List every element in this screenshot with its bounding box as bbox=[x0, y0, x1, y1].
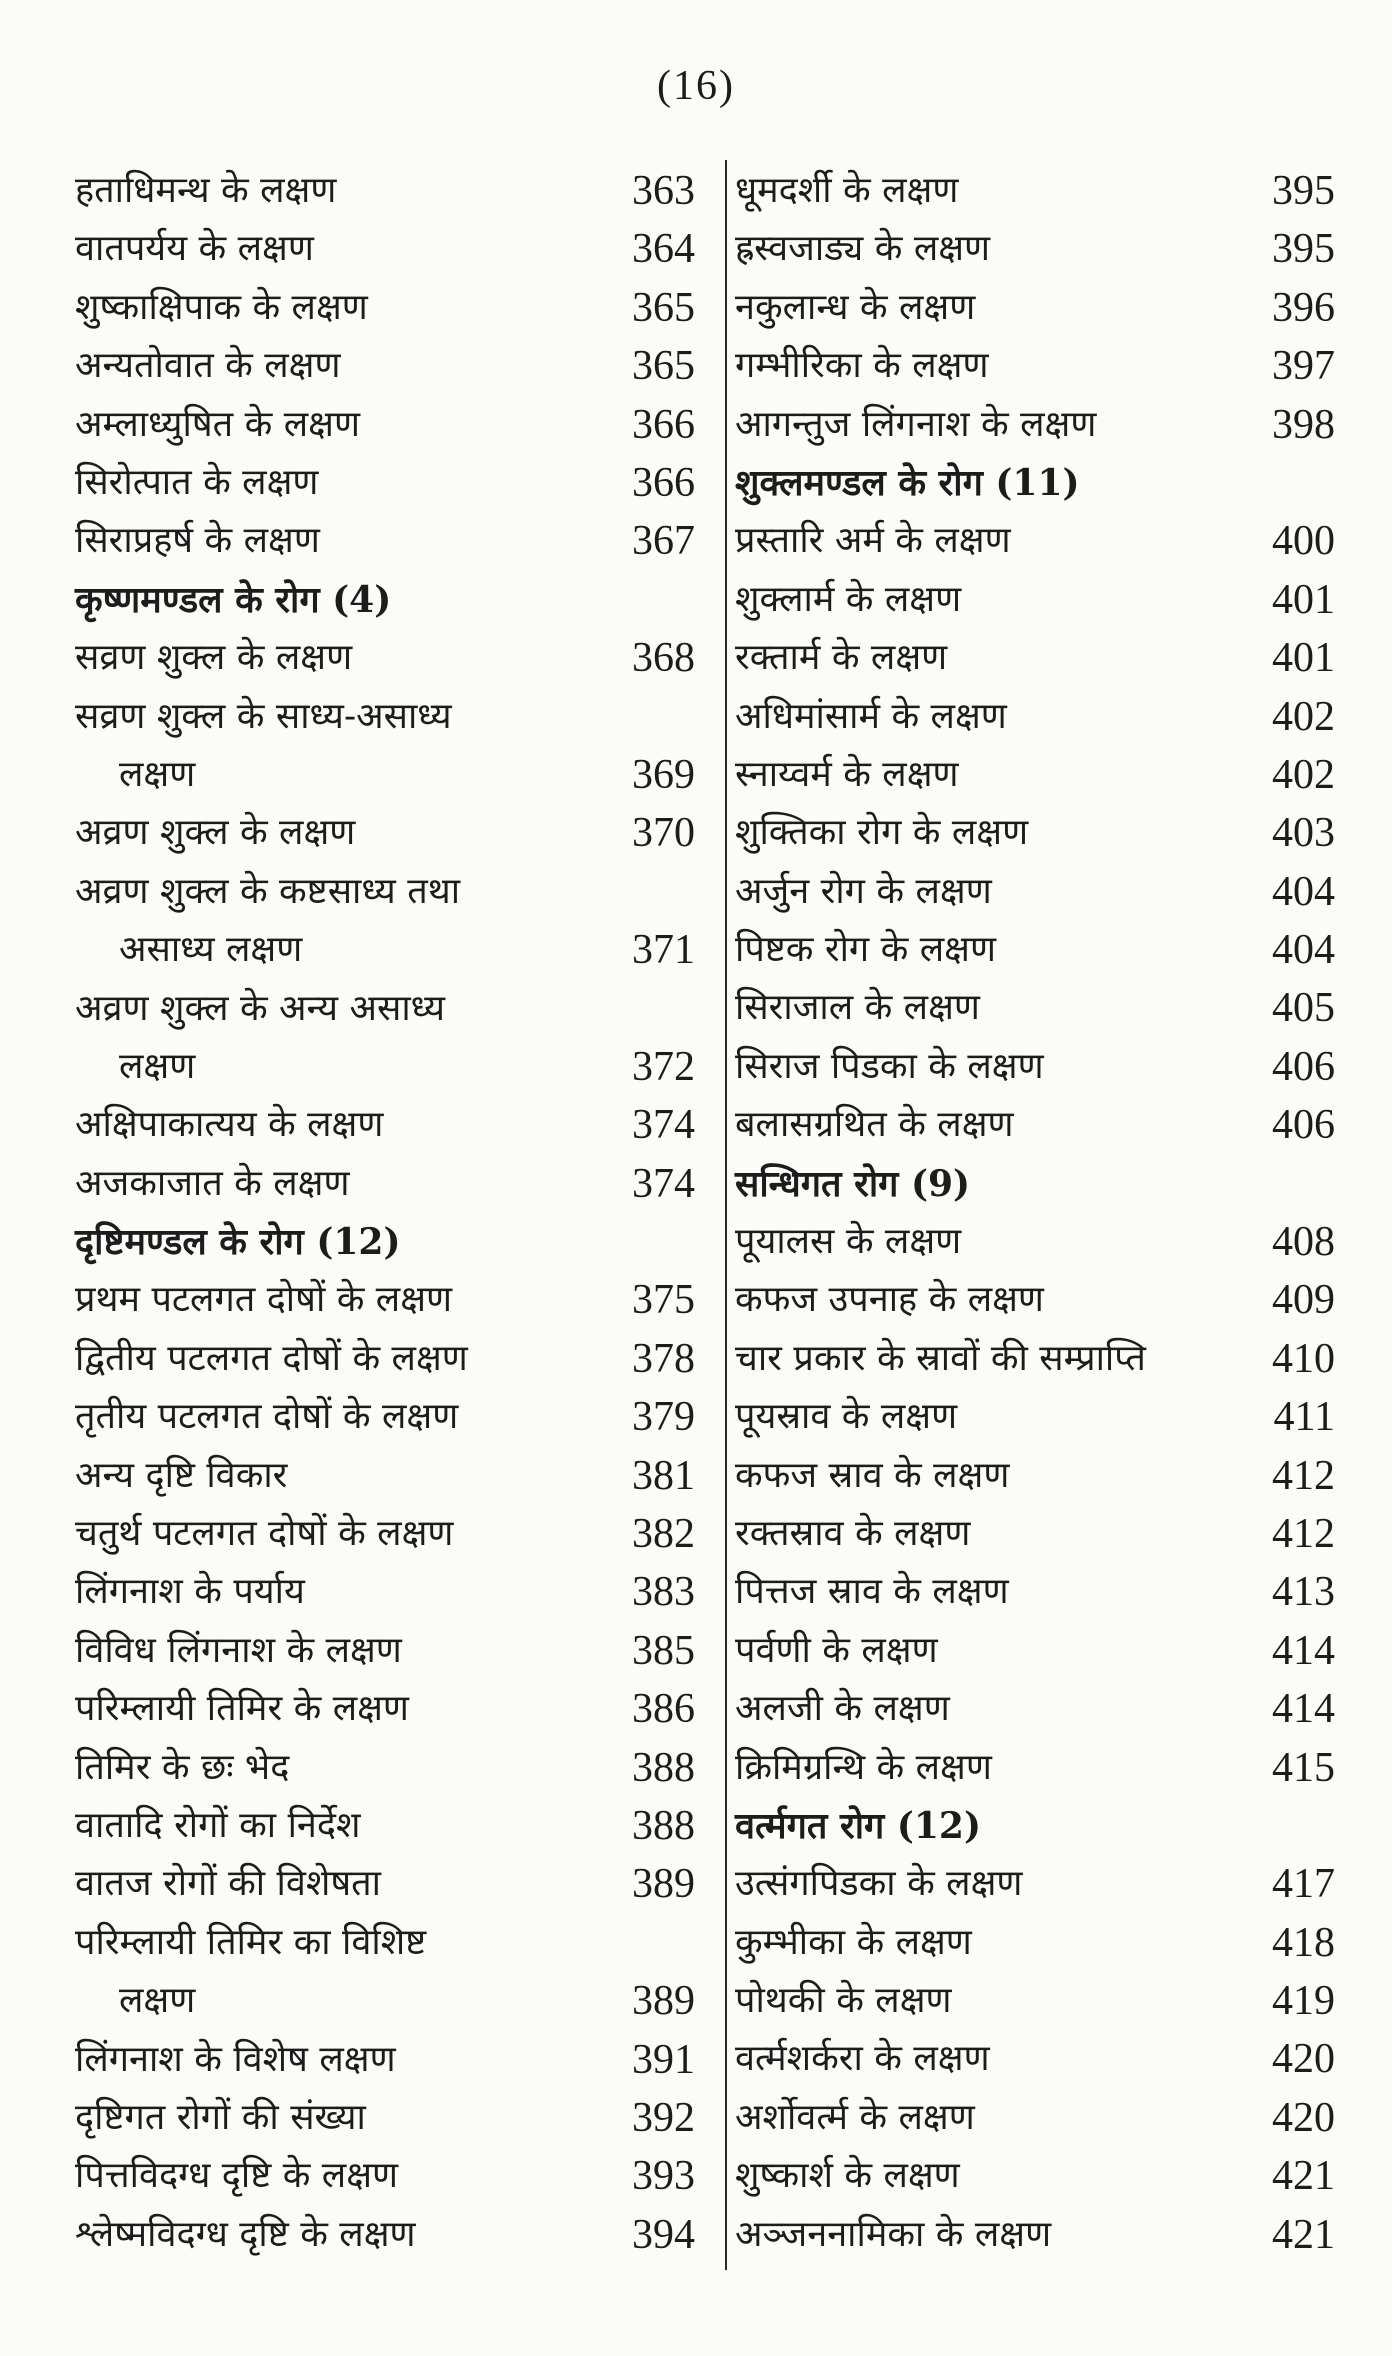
toc-entry bbox=[75, 2089, 695, 2147]
toc-entry-title: रक्तार्म के लक्षण bbox=[735, 637, 948, 679]
toc-entry-page-number: 371 bbox=[632, 927, 695, 974]
toc-entry bbox=[735, 1213, 1335, 1271]
toc-entry-page-number: 366 bbox=[632, 459, 695, 506]
toc-entry bbox=[735, 2031, 1335, 2089]
toc-entry-page-number: 402 bbox=[1272, 751, 1335, 798]
toc-entry-page-number: 386 bbox=[632, 1686, 695, 1733]
toc-entry-page-number: 389 bbox=[632, 1978, 695, 2025]
toc-entry-title: उत्संगपिडका के लक्षण bbox=[735, 1863, 1023, 1905]
toc-entry-title: चार प्रकार के स्रावों की सम्प्राप्ति bbox=[735, 1337, 1146, 1379]
toc-entry bbox=[735, 1563, 1335, 1621]
toc-entry-title-continuation: लक्षण bbox=[119, 1045, 196, 1087]
toc-entry-title bbox=[75, 688, 452, 805]
toc-entry-page-number: 389 bbox=[632, 1861, 695, 1908]
toc-column-right bbox=[735, 162, 1335, 2264]
toc-entry bbox=[735, 1271, 1335, 1329]
toc-entry bbox=[75, 220, 695, 278]
toc-entry bbox=[735, 571, 1335, 629]
toc-entry-title: गम्भीरिका के लक्षण bbox=[735, 345, 989, 387]
toc-entry-page-number: 402 bbox=[1272, 693, 1335, 740]
toc-entry bbox=[735, 337, 1335, 395]
toc-entry-title: प्रस्तारि अर्म के लक्षण bbox=[735, 520, 1011, 562]
toc-entry-page-number: 367 bbox=[632, 518, 695, 565]
toc-entry-title: पित्तविदग्ध दृष्टि के लक्षण bbox=[75, 2155, 399, 2197]
toc-entry-page-number: 385 bbox=[632, 1627, 695, 1674]
toc-entry-page-number: 382 bbox=[632, 1511, 695, 1558]
toc-entry bbox=[75, 1622, 695, 1680]
toc-entry-page-number: 400 bbox=[1272, 518, 1335, 565]
toc-entry-page-number: 412 bbox=[1272, 1452, 1335, 1499]
toc-entry-title: धूमदर्शी के लक्षण bbox=[735, 169, 959, 211]
toc-entry-title: कुम्भीका के लक्षण bbox=[735, 1921, 972, 1963]
toc-entry bbox=[75, 1680, 695, 1738]
toc-entry-title bbox=[75, 980, 445, 1097]
toc-entry bbox=[735, 1855, 1335, 1913]
toc-entry-page-number: 411 bbox=[1273, 1394, 1335, 1441]
section-heading: वर्त्मगत रोग (12) bbox=[735, 1804, 981, 1847]
toc-entry-page-number: 398 bbox=[1272, 401, 1335, 448]
toc-entry bbox=[75, 1505, 695, 1563]
toc-entry bbox=[75, 688, 695, 805]
toc-entry-title: अन्यतोवात के लक्षण bbox=[75, 345, 341, 387]
toc-entry bbox=[735, 804, 1335, 862]
toc-entry-title: सिराज पिडका के लक्षण bbox=[735, 1045, 1044, 1087]
toc-entry bbox=[75, 629, 695, 687]
toc-entry bbox=[735, 1038, 1335, 1096]
toc-entry bbox=[75, 337, 695, 395]
toc-entry-page-number: 421 bbox=[1272, 2211, 1335, 2258]
toc-entry-title: अञ्जननामिका के लक्षण bbox=[735, 2213, 1052, 2255]
toc-entry bbox=[75, 1330, 695, 1388]
section-heading: सन्धिगत रोग (9) bbox=[735, 1162, 971, 1205]
toc-entry bbox=[735, 1330, 1335, 1388]
toc-entry bbox=[735, 1096, 1335, 1154]
toc-entry-title: सिरोत्पात के लक्षण bbox=[75, 461, 319, 503]
toc-entry-title: शुक्तिका रोग के लक्षण bbox=[735, 812, 1029, 854]
toc-entry bbox=[735, 1680, 1335, 1738]
toc-entry-page-number: 374 bbox=[632, 1160, 695, 1207]
toc-entry-page-number: 394 bbox=[632, 2211, 695, 2258]
toc-entry-page-number: 401 bbox=[1272, 576, 1335, 623]
toc-entry-title: तिमिर के छः भेद bbox=[75, 1746, 290, 1788]
toc-entry-title: सिराजाल के लक्षण bbox=[735, 987, 980, 1029]
toc-entry-title: पिष्टक रोग के लक्षण bbox=[735, 929, 996, 971]
toc-entry-title: अक्षिपाकात्यय के लक्षण bbox=[75, 1104, 384, 1146]
toc-entry bbox=[735, 1622, 1335, 1680]
toc-entry bbox=[75, 804, 695, 862]
toc-entry-title: वातज रोगों की विशेषता bbox=[75, 1863, 381, 1905]
toc-entry-title: पूयालस के लक्षण bbox=[735, 1221, 962, 1263]
toc-entry bbox=[75, 1914, 695, 2031]
toc-entry bbox=[735, 979, 1335, 1037]
toc-entry-title bbox=[75, 1914, 426, 2031]
toc-entry-title: ह्रस्वजाड्य के लक्षण bbox=[735, 228, 991, 270]
toc-entry-page-number: 365 bbox=[632, 284, 695, 331]
toc-entry-page-number: 388 bbox=[632, 1744, 695, 1791]
toc-entry-title: सव्रण शुक्ल के लक्षण bbox=[75, 637, 353, 679]
toc-entry bbox=[75, 863, 695, 980]
toc-entry-title-line: अव्रण शुक्ल के कष्टसाध्य तथा bbox=[75, 870, 461, 912]
toc-entry-title: अर्शोवर्त्म के लक्षण bbox=[735, 2096, 975, 2138]
toc-entry bbox=[75, 1563, 695, 1621]
toc-entry bbox=[735, 1739, 1335, 1797]
toc-entry-title: हताधिमन्थ के लक्षण bbox=[75, 169, 337, 211]
toc-entry-page-number: 420 bbox=[1272, 2094, 1335, 2141]
toc-entry-title: नकुलान्ध के लक्षण bbox=[735, 286, 976, 328]
toc-entry-title: पूयस्राव के लक्षण bbox=[735, 1396, 958, 1438]
toc-entry-page-number: 365 bbox=[632, 343, 695, 390]
toc-entry-title: पोथकी के लक्षण bbox=[735, 1980, 952, 2022]
toc-entry-title: लिंगनाश के पर्याय bbox=[75, 1571, 305, 1613]
toc-entry-title: अम्लाध्युषित के लक्षण bbox=[75, 403, 360, 445]
toc-entry bbox=[735, 1914, 1335, 1972]
section-heading: शुक्लमण्डल के रोग (11) bbox=[735, 461, 1080, 504]
toc-entry bbox=[75, 279, 695, 337]
toc-entry-page-number: 419 bbox=[1272, 1978, 1335, 2025]
toc-entry-title: द्वितीय पटलगत दोषों के लक्षण bbox=[75, 1337, 468, 1379]
toc-entry bbox=[75, 512, 695, 570]
toc-entry-title: अन्य दृष्टि विकार bbox=[75, 1454, 288, 1496]
toc-entry-page-number: 414 bbox=[1272, 1686, 1335, 1733]
toc-entry-page-number: 410 bbox=[1272, 1335, 1335, 1382]
toc-entry-title: दृष्टिगत रोगों की संख्या bbox=[75, 2096, 366, 2138]
toc-entry bbox=[75, 1797, 695, 1855]
toc-entry-page-number: 408 bbox=[1272, 1219, 1335, 1266]
toc-entry-title-line: अव्रण शुक्ल के अन्य असाध्य bbox=[75, 987, 446, 1029]
toc-entry bbox=[735, 1972, 1335, 2030]
toc-entry bbox=[75, 1096, 695, 1154]
toc-entry bbox=[735, 921, 1335, 979]
toc-entry-page-number: 395 bbox=[1272, 226, 1335, 273]
toc-entry-page-number: 405 bbox=[1272, 985, 1335, 1032]
toc-entry bbox=[735, 629, 1335, 687]
toc-entry-page-number: 395 bbox=[1272, 167, 1335, 214]
toc-entry bbox=[735, 512, 1335, 570]
toc-entry bbox=[75, 162, 695, 220]
toc-entry-page-number: 388 bbox=[632, 1802, 695, 1849]
toc-entry-title: शुष्काक्षिपाक के लक्षण bbox=[75, 286, 368, 328]
toc-entry-page-number: 375 bbox=[632, 1277, 695, 1324]
toc-entry-page-number: 397 bbox=[1272, 343, 1335, 390]
toc-entry bbox=[75, 1155, 695, 1213]
toc-entry bbox=[75, 1739, 695, 1797]
section-heading: कृष्णमण्डल के रोग (4) bbox=[75, 578, 392, 621]
toc-entry-title: अधिमांसार्म के लक्षण bbox=[735, 695, 1007, 737]
toc-entry-page-number: 374 bbox=[632, 1102, 695, 1149]
toc-entry bbox=[735, 1447, 1335, 1505]
toc-entry bbox=[735, 2147, 1335, 2205]
toc-entry-title: कफज स्राव के लक्षण bbox=[735, 1454, 1010, 1496]
toc-entry bbox=[75, 980, 695, 1097]
toc-entry-title: बलासग्रथित के लक्षण bbox=[735, 1104, 1014, 1146]
toc-entry-page-number: 404 bbox=[1272, 868, 1335, 915]
toc-entry-title: प्रथम पटलगत दोषों के लक्षण bbox=[75, 1279, 453, 1321]
toc-entry-title: क्रिमिग्रन्थि के लक्षण bbox=[735, 1746, 992, 1788]
toc-entry-page-number: 396 bbox=[1272, 284, 1335, 331]
toc-entry-title: वर्त्मशर्करा के लक्षण bbox=[735, 2038, 990, 2080]
toc-entry-title: वातादि रोगों का निर्देश bbox=[75, 1804, 361, 1846]
toc-entry-title: चतुर्थ पटलगत दोषों के लक्षण bbox=[75, 1513, 454, 1555]
toc-entry bbox=[735, 2089, 1335, 2147]
toc-entry-title: श्लेष्मविदग्ध दृष्टि के लक्षण bbox=[75, 2213, 416, 2255]
toc-entry-page-number: 413 bbox=[1272, 1569, 1335, 1616]
toc-entry-title bbox=[75, 863, 460, 980]
toc-entry-page-number: 401 bbox=[1272, 635, 1335, 682]
toc-entry-page-number: 406 bbox=[1272, 1043, 1335, 1090]
toc-entry-title-continuation: असाध्य लक्षण bbox=[119, 929, 303, 971]
toc-entry-page-number: 391 bbox=[632, 2036, 695, 2083]
toc-entry-page-number: 393 bbox=[632, 2153, 695, 2200]
toc-entry bbox=[735, 1505, 1335, 1563]
toc-column-left bbox=[75, 162, 695, 2264]
column-divider bbox=[725, 160, 727, 2270]
toc-entry-title: परिम्लायी तिमिर के लक्षण bbox=[75, 1688, 409, 1730]
toc-entry bbox=[735, 396, 1335, 454]
toc-entry-page-number: 368 bbox=[632, 635, 695, 682]
toc-entry-page-number: 404 bbox=[1272, 927, 1335, 974]
toc-entry-title: वातपर्यय के लक्षण bbox=[75, 228, 314, 270]
toc-entry bbox=[735, 2206, 1335, 2264]
toc-entry bbox=[735, 1388, 1335, 1446]
toc-entry bbox=[735, 220, 1335, 278]
toc-entry bbox=[75, 2031, 695, 2089]
toc-entry-page-number: 379 bbox=[632, 1394, 695, 1441]
toc-entry bbox=[75, 1855, 695, 1913]
toc-entry-page-number: 366 bbox=[632, 401, 695, 448]
toc-entry-page-number: 403 bbox=[1272, 810, 1335, 857]
toc-entry-title-continuation: लक्षण bbox=[119, 753, 196, 795]
toc-entry bbox=[75, 1271, 695, 1329]
toc-entry bbox=[735, 688, 1335, 746]
toc-entry bbox=[735, 279, 1335, 337]
toc-entry-page-number: 392 bbox=[632, 2094, 695, 2141]
toc-entry-page-number: 369 bbox=[632, 751, 695, 798]
toc-entry-page-number: 406 bbox=[1272, 1102, 1335, 1149]
toc-entry-page-number: 420 bbox=[1272, 2036, 1335, 2083]
toc-entry-page-number: 364 bbox=[632, 226, 695, 273]
toc-entry-title: तृतीय पटलगत दोषों के लक्षण bbox=[75, 1396, 459, 1438]
toc-entry bbox=[735, 863, 1335, 921]
toc-entry-page-number: 417 bbox=[1272, 1861, 1335, 1908]
toc-entry-title: अजकाजात के लक्षण bbox=[75, 1162, 350, 1204]
toc-entry-page-number: 421 bbox=[1272, 2153, 1335, 2200]
toc-entry bbox=[75, 2147, 695, 2205]
toc-entry-title: पर्वणी के लक्षण bbox=[735, 1629, 938, 1671]
toc-entry-title-line: परिम्लायी तिमिर का विशिष्ट bbox=[75, 1921, 427, 1963]
toc-entry bbox=[75, 396, 695, 454]
toc-entry-page-number: 378 bbox=[632, 1335, 695, 1382]
page-number: (16) bbox=[657, 63, 735, 109]
toc-entry bbox=[735, 746, 1335, 804]
toc-entry-page-number: 372 bbox=[632, 1043, 695, 1090]
toc-entry-title: कफज उपनाह के लक्षण bbox=[735, 1279, 1044, 1321]
toc-entry-title-continuation: लक्षण bbox=[119, 1980, 196, 2022]
toc-entry-title: लिंगनाश के विशेष लक्षण bbox=[75, 2038, 396, 2080]
toc-entry-title: शुक्लार्म के लक्षण bbox=[735, 578, 962, 620]
toc-entry-title: अलजी के लक्षण bbox=[735, 1688, 950, 1730]
toc-entry-title: सिराप्रहर्ष के लक्षण bbox=[75, 520, 320, 562]
toc-entry-page-number: 381 bbox=[632, 1452, 695, 1499]
toc-entry-title: विविध लिंगनाश के लक्षण bbox=[75, 1629, 402, 1671]
toc-entry-page-number: 409 bbox=[1272, 1277, 1335, 1324]
toc-entry bbox=[735, 162, 1335, 220]
toc-entry-page-number: 412 bbox=[1272, 1510, 1335, 1557]
section-heading: दृष्टिमण्डल के रोग (12) bbox=[75, 1221, 401, 1264]
toc-entry-page-number: 415 bbox=[1272, 1744, 1335, 1791]
toc-entry bbox=[75, 2206, 695, 2264]
toc-entry bbox=[75, 454, 695, 512]
toc-entry-page-number: 370 bbox=[632, 810, 695, 857]
toc-entry-page-number: 414 bbox=[1272, 1627, 1335, 1674]
toc-entry-title: शुष्कार्श के लक्षण bbox=[735, 2155, 960, 2197]
toc-entry-title-line: सव्रण शुक्ल के साध्य-असाध्य bbox=[75, 695, 452, 737]
toc-entry-page-number: 363 bbox=[632, 167, 695, 214]
toc-entry-title: रक्तस्राव के लक्षण bbox=[735, 1512, 971, 1554]
toc-entry-title: अव्रण शुक्ल के लक्षण bbox=[75, 812, 356, 854]
toc-entry bbox=[75, 1388, 695, 1446]
toc-entry-title: पित्तज स्राव के लक्षण bbox=[735, 1571, 1009, 1613]
toc-entry bbox=[75, 1447, 695, 1505]
toc-entry-title: आगन्तुज लिंगनाश के लक्षण bbox=[735, 403, 1097, 445]
toc-entry-title: अर्जुन रोग के लक्षण bbox=[735, 870, 992, 912]
toc-entry-page-number: 383 bbox=[632, 1569, 695, 1616]
toc-entry-page-number: 418 bbox=[1272, 1919, 1335, 1966]
toc-entry-title: स्नाय्वर्म के लक्षण bbox=[735, 753, 959, 795]
